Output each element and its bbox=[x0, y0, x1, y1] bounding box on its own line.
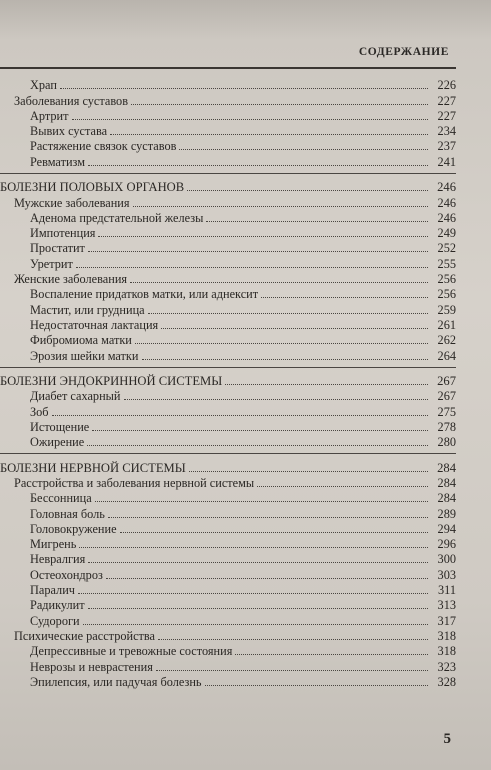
dot-leader bbox=[92, 430, 428, 431]
toc-entry-page: 226 bbox=[437, 78, 456, 93]
toc-entry-title: Женские заболевания bbox=[14, 272, 128, 287]
toc-entry-page: 303 bbox=[437, 567, 456, 582]
dot-leader bbox=[98, 236, 428, 237]
dot-leader bbox=[187, 190, 428, 191]
dot-leader bbox=[158, 639, 428, 640]
dot-leader bbox=[257, 486, 428, 487]
dot-leader bbox=[142, 359, 429, 360]
toc-entry-title: Неврозы и неврастения bbox=[30, 659, 153, 674]
toc-entry[interactable] bbox=[0, 77, 456, 92]
toc-entry[interactable] bbox=[0, 582, 456, 597]
toc-entry[interactable] bbox=[0, 490, 456, 505]
dot-leader bbox=[120, 532, 428, 533]
toc-entry-title: Психические расстройства bbox=[14, 628, 155, 643]
dot-leader bbox=[189, 471, 428, 472]
toc-entry-page: 249 bbox=[437, 226, 456, 241]
toc-entry[interactable] bbox=[0, 643, 456, 658]
dot-leader bbox=[95, 501, 428, 502]
dot-leader bbox=[88, 562, 428, 563]
toc-entry[interactable] bbox=[0, 434, 456, 449]
toc-entry-page: 278 bbox=[437, 419, 456, 434]
toc-entry-page: 296 bbox=[437, 537, 456, 552]
toc-entry-page: 311 bbox=[438, 583, 456, 598]
toc-entry-page: 256 bbox=[437, 287, 456, 302]
toc-entry-page: 246 bbox=[437, 195, 456, 210]
toc-entry-title: Воспаление придатков матки, или аднексит bbox=[30, 287, 259, 302]
dot-leader bbox=[261, 297, 428, 298]
dot-leader bbox=[60, 88, 428, 89]
dot-leader bbox=[106, 578, 428, 579]
toc-entry[interactable] bbox=[0, 138, 456, 153]
toc-section-entry[interactable] bbox=[0, 179, 456, 194]
toc-entry[interactable] bbox=[0, 505, 456, 520]
page-header-title: СОДЕРЖАНИЕ bbox=[358, 46, 449, 58]
toc-entry-title: Простатит bbox=[30, 241, 85, 256]
toc-entry[interactable] bbox=[0, 271, 456, 286]
toc-entry-title: Фибромиома матки bbox=[30, 333, 132, 348]
dot-leader bbox=[148, 313, 428, 314]
toc-entry[interactable] bbox=[0, 225, 456, 240]
table-of-contents bbox=[0, 77, 456, 689]
toc-entry-title: Невралгия bbox=[30, 552, 86, 567]
toc-entry-page: 262 bbox=[437, 333, 456, 348]
dot-leader bbox=[72, 119, 429, 120]
toc-entry-page: 284 bbox=[437, 475, 456, 490]
toc-entry-page: 267 bbox=[437, 389, 456, 404]
toc-entry[interactable] bbox=[0, 194, 456, 209]
toc-entry-page: 259 bbox=[437, 302, 456, 317]
dot-leader bbox=[156, 670, 428, 671]
toc-entry-title: Головокружение bbox=[30, 521, 117, 536]
section-rule bbox=[0, 367, 456, 368]
toc-entry-page: 300 bbox=[437, 552, 456, 567]
toc-entry[interactable] bbox=[0, 674, 456, 689]
toc-entry-title: Растяжение связок суставов bbox=[30, 139, 177, 154]
toc-entry-page: 280 bbox=[437, 435, 456, 450]
toc-entry-page: 267 bbox=[437, 374, 456, 389]
toc-entry-title: Недостаточная лактация bbox=[30, 317, 159, 332]
toc-section-entry[interactable] bbox=[0, 373, 456, 388]
toc-entry-page: 294 bbox=[437, 521, 456, 536]
dot-leader bbox=[124, 399, 428, 400]
toc-entry-page: 256 bbox=[437, 272, 456, 287]
toc-entry-title: БОЛЕЗНИ ЭНДОКРИННОЙ СИСТЕМЫ bbox=[0, 374, 223, 389]
toc-entry-title: Мужские заболевания bbox=[14, 195, 130, 210]
toc-entry-title: Истощение bbox=[30, 419, 90, 434]
dot-leader bbox=[206, 221, 428, 222]
toc-entry[interactable] bbox=[0, 551, 456, 566]
toc-entry[interactable] bbox=[0, 612, 456, 627]
toc-entry-title: Мигрень bbox=[30, 537, 77, 552]
toc-entry[interactable] bbox=[0, 332, 456, 347]
toc-entry-title: Судороги bbox=[30, 613, 80, 628]
dot-leader bbox=[205, 685, 428, 686]
dot-leader bbox=[225, 384, 428, 385]
toc-entry-page: 264 bbox=[437, 348, 456, 363]
dot-leader bbox=[179, 149, 428, 150]
dot-leader bbox=[79, 547, 428, 548]
toc-entry-page: 241 bbox=[437, 154, 456, 169]
toc-entry-title: Зоб bbox=[30, 404, 49, 419]
toc-entry[interactable] bbox=[0, 521, 456, 536]
toc-entry[interactable] bbox=[0, 108, 456, 123]
toc-entry[interactable] bbox=[0, 301, 456, 316]
dot-leader bbox=[87, 445, 428, 446]
dot-leader bbox=[108, 517, 428, 518]
dot-leader bbox=[88, 608, 428, 609]
toc-entry-title: Заболевания суставов bbox=[14, 93, 129, 108]
toc-entry-title: Паралич bbox=[30, 583, 75, 598]
dot-leader bbox=[78, 593, 428, 594]
toc-entry-title: БОЛЕЗНИ НЕРВНОЙ СИСТЕМЫ bbox=[0, 460, 186, 475]
toc-entry-page: 328 bbox=[437, 674, 456, 689]
toc-entry-title: Остеохондроз bbox=[30, 567, 103, 582]
toc-entry-title: Храп bbox=[30, 78, 57, 93]
toc-entry[interactable] bbox=[0, 628, 456, 643]
header-rule bbox=[0, 67, 456, 69]
toc-entry[interactable] bbox=[0, 388, 456, 403]
toc-entry-page: 313 bbox=[437, 598, 456, 613]
toc-entry[interactable] bbox=[0, 317, 456, 332]
dot-leader bbox=[135, 343, 428, 344]
toc-entry[interactable] bbox=[0, 210, 456, 225]
section-rule bbox=[0, 173, 456, 174]
toc-entry-title: Головная боль bbox=[30, 506, 105, 521]
toc-entry[interactable] bbox=[0, 123, 456, 138]
dot-leader bbox=[88, 251, 428, 252]
toc-entry-page: 318 bbox=[437, 628, 456, 643]
page-number: 5 bbox=[443, 731, 451, 747]
toc-entry-title: Радикулит bbox=[30, 598, 85, 613]
toc-entry-page: 246 bbox=[437, 180, 456, 195]
toc-entry-title: Мастит, или грудница bbox=[30, 302, 145, 317]
toc-entry[interactable] bbox=[0, 286, 456, 301]
toc-entry-page: 252 bbox=[437, 241, 456, 256]
toc-entry-page: 261 bbox=[437, 317, 456, 332]
toc-entry-title: Депрессивные и тревожные состояния bbox=[30, 644, 233, 659]
toc-entry[interactable] bbox=[0, 403, 456, 418]
toc-entry-page: 284 bbox=[437, 491, 456, 506]
toc-entry[interactable] bbox=[0, 658, 456, 673]
toc-entry-page: 237 bbox=[437, 139, 456, 154]
toc-entry-page: 323 bbox=[437, 659, 456, 674]
toc-entry-title: БОЛЕЗНИ ПОЛОВЫХ ОРГАНОВ bbox=[0, 180, 185, 195]
toc-entry-page: 317 bbox=[437, 613, 456, 628]
dot-leader bbox=[83, 624, 428, 625]
toc-entry-title: Ревматизм bbox=[30, 154, 85, 169]
toc-entry-page: 246 bbox=[437, 210, 456, 225]
toc-entry[interactable] bbox=[0, 347, 456, 362]
dot-leader bbox=[235, 654, 428, 655]
toc-entry-title: Эрозия шейки матки bbox=[30, 348, 139, 363]
toc-entry[interactable] bbox=[0, 475, 456, 490]
dot-leader bbox=[161, 328, 428, 329]
toc-entry-page: 255 bbox=[437, 256, 456, 271]
toc-entry[interactable] bbox=[0, 92, 456, 107]
toc-entry-page: 227 bbox=[437, 93, 456, 108]
toc-entry-title: Эпилепсия, или падучая болезнь bbox=[30, 674, 202, 689]
toc-entry[interactable] bbox=[0, 153, 456, 168]
toc-entry-title: Расстройства и заболевания нервной системы bbox=[14, 475, 255, 490]
toc-entry-page: 284 bbox=[437, 460, 456, 475]
dot-leader bbox=[131, 104, 428, 105]
toc-entry-page: 275 bbox=[437, 404, 456, 419]
toc-entry-title: Ожирение bbox=[30, 435, 85, 450]
toc-entry-page: 227 bbox=[437, 108, 456, 123]
dot-leader bbox=[52, 415, 428, 416]
toc-section-entry[interactable] bbox=[0, 459, 456, 474]
toc-entry-title: Диабет сахарный bbox=[30, 389, 121, 404]
section-rule bbox=[0, 453, 456, 454]
dot-leader bbox=[76, 267, 428, 268]
toc-entry-title: Бессонница bbox=[30, 491, 92, 506]
toc-entry[interactable] bbox=[0, 536, 456, 551]
toc-entry-page: 318 bbox=[437, 644, 456, 659]
toc-entry[interactable] bbox=[0, 597, 456, 612]
toc-entry-page: 289 bbox=[437, 506, 456, 521]
toc-entry-title: Импотенция bbox=[30, 226, 96, 241]
dot-leader bbox=[110, 134, 428, 135]
toc-entry-page: 234 bbox=[437, 124, 456, 139]
dot-leader bbox=[130, 282, 428, 283]
toc-entry[interactable] bbox=[0, 255, 456, 270]
dot-leader bbox=[88, 165, 428, 166]
dot-leader bbox=[133, 206, 428, 207]
toc-entry[interactable] bbox=[0, 240, 456, 255]
toc-entry-title: Уретрит bbox=[30, 256, 73, 271]
toc-entry[interactable] bbox=[0, 419, 456, 434]
toc-entry-title: Артрит bbox=[30, 108, 69, 123]
toc-entry-title: Вывих сустава bbox=[30, 124, 108, 139]
toc-entry[interactable] bbox=[0, 566, 456, 581]
toc-entry-title: Аденома предстательной железы bbox=[30, 210, 204, 225]
